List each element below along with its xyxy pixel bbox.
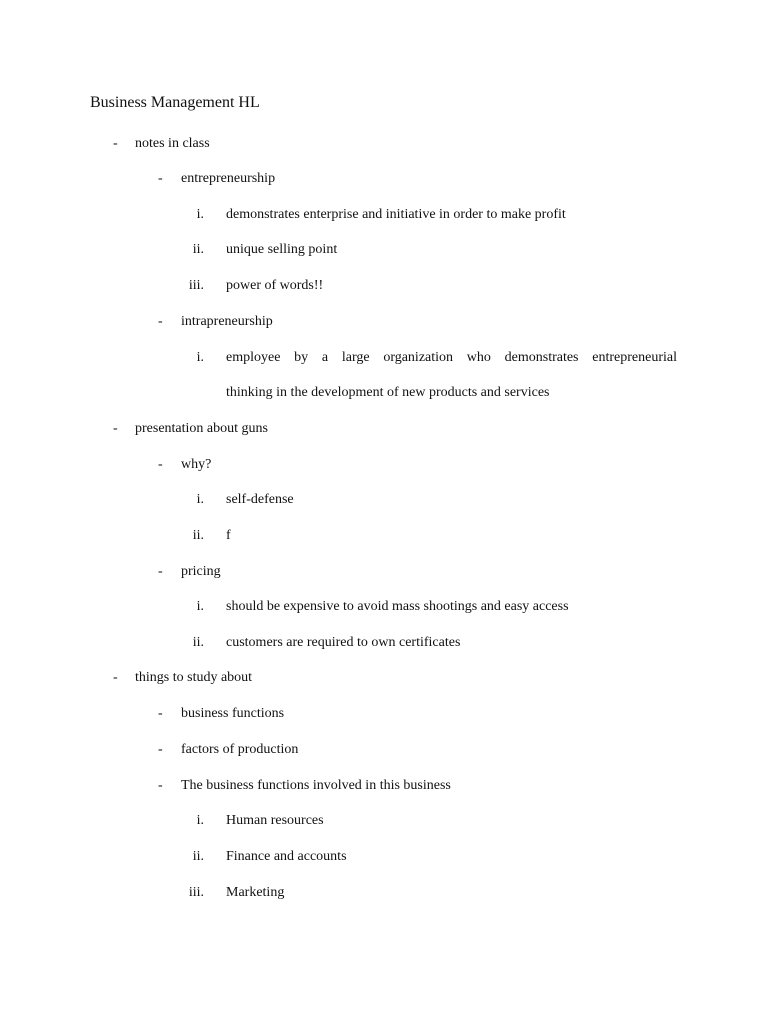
- list-item: [0, 276, 768, 296]
- list-item: [0, 633, 768, 653]
- bullet-dash: -: [113, 421, 118, 436]
- list-item-text: [226, 348, 677, 368]
- roman-numeral: ii.: [192, 635, 204, 650]
- list-item-text: self-defense: [226, 492, 294, 507]
- list-item-text: f: [226, 528, 231, 543]
- word: large: [341, 350, 370, 365]
- list-item: [0, 455, 768, 475]
- list-item: [0, 740, 768, 760]
- word: demonstrates: [504, 350, 579, 365]
- roman-numeral: i.: [196, 813, 204, 828]
- roman-numeral: ii.: [192, 849, 204, 864]
- roman-numeral: i.: [196, 207, 204, 222]
- list-item-text: why?: [181, 457, 212, 472]
- list-item: [0, 704, 768, 724]
- list-item: [0, 490, 768, 510]
- bullet-dash: -: [158, 171, 163, 186]
- bullet-dash: -: [158, 706, 163, 721]
- roman-numeral: iii.: [188, 885, 204, 900]
- list-item: [0, 169, 768, 189]
- list-item: [0, 348, 768, 368]
- list-item: [0, 205, 768, 225]
- list-item-text: Marketing: [226, 885, 285, 900]
- list-item: [0, 668, 768, 688]
- bullet-dash: -: [158, 778, 163, 793]
- bullet-dash: -: [158, 457, 163, 472]
- list-item-text: entrepreneurship: [181, 171, 276, 186]
- word: who: [466, 350, 491, 365]
- bullet-dash: -: [113, 136, 118, 151]
- list-item: [0, 134, 768, 154]
- list-item-text: should be expensive to avoid mass shootings and easy access: [226, 599, 569, 614]
- list-item-text: Human resources: [226, 813, 324, 828]
- word: a: [321, 350, 329, 365]
- list-item-text: demonstrates enterprise and initiative in order to make profit: [226, 207, 566, 222]
- roman-numeral: iii.: [188, 278, 204, 293]
- list-item: [0, 312, 768, 332]
- word: by: [294, 350, 309, 365]
- bullet-dash: -: [113, 670, 118, 685]
- list-item-text: unique selling point: [226, 242, 338, 257]
- list-item: [0, 776, 768, 796]
- list-item-text: power of words!!: [226, 278, 324, 293]
- roman-numeral: i.: [196, 350, 204, 365]
- list-item: [0, 419, 768, 439]
- list-item-text: thinking in the development of new products and services: [226, 385, 550, 400]
- list-item: [0, 240, 768, 260]
- word: entrepreneurial: [592, 350, 677, 365]
- list-item-text: presentation about guns: [135, 421, 268, 436]
- roman-numeral: i.: [196, 492, 204, 507]
- list-item: [0, 811, 768, 831]
- list-item-text: intrapreneurship: [181, 314, 273, 329]
- list-item-text: business functions: [181, 706, 285, 721]
- list-item: [0, 847, 768, 867]
- list-item-continuation: [0, 383, 768, 403]
- list-item-text: Finance and accounts: [226, 849, 347, 864]
- document-title: Business Management HL: [90, 94, 260, 111]
- roman-numeral: i.: [196, 599, 204, 614]
- bullet-dash: -: [158, 564, 163, 579]
- list-item-text: pricing: [181, 564, 221, 579]
- bullet-dash: -: [158, 742, 163, 757]
- list-item-text: customers are required to own certificates: [226, 635, 461, 650]
- list-item: [0, 562, 768, 582]
- roman-numeral: ii.: [192, 242, 204, 257]
- bullet-dash: -: [158, 314, 163, 329]
- list-item-text: notes in class: [135, 136, 210, 151]
- list-item: [0, 526, 768, 546]
- word: employee: [226, 350, 281, 365]
- roman-numeral: ii.: [192, 528, 204, 543]
- list-item: [0, 883, 768, 903]
- list-item-text: things to study about: [135, 670, 253, 685]
- list-item-text: factors of production: [181, 742, 299, 757]
- word: organization: [383, 350, 454, 365]
- list-item: [0, 597, 768, 617]
- list-item-text: The business functions involved in this business: [181, 778, 451, 793]
